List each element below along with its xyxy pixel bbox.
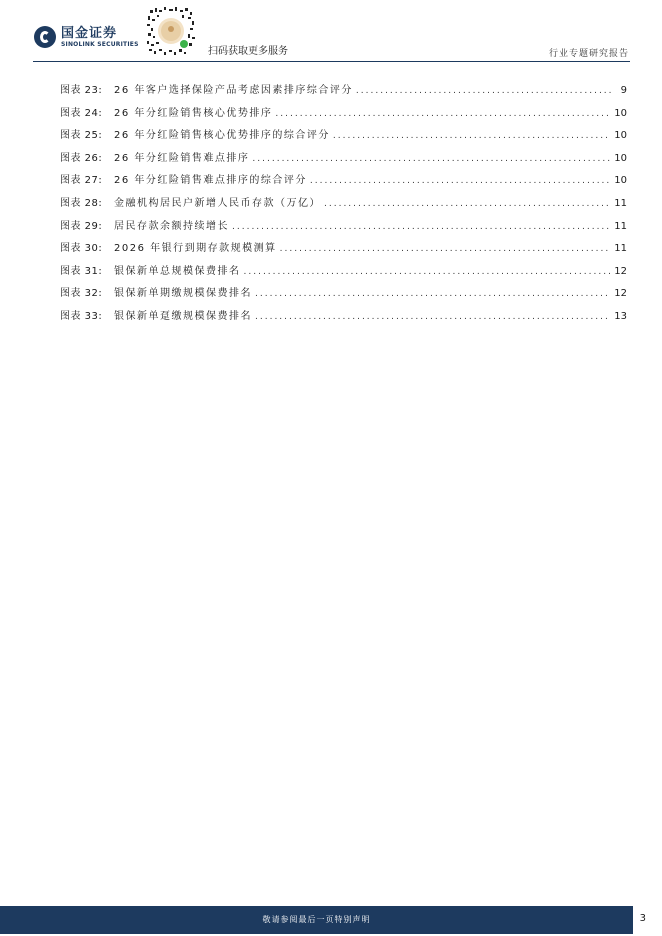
logo-chinese-name: 国金证券 — [61, 25, 118, 41]
toc-dot-leader — [324, 199, 610, 209]
toc-page-number: 10 — [614, 130, 627, 142]
company-logo — [34, 26, 139, 48]
toc-item[interactable] — [60, 171, 627, 194]
page-number: 3 — [639, 913, 646, 924]
toc-figure-title: 2026 年银行到期存款规模测算 — [114, 243, 277, 255]
qr-caption: 扫码获取更多服务 — [208, 46, 288, 57]
toc-item[interactable] — [60, 262, 627, 285]
toc-page-number: 12 — [614, 288, 627, 300]
toc-dot-leader — [255, 289, 610, 299]
toc-dot-leader — [275, 109, 610, 119]
toc-figure-label: 图表 30: — [60, 243, 103, 255]
header-divider — [33, 61, 630, 62]
toc-item[interactable] — [60, 104, 627, 127]
toc-item[interactable] — [60, 307, 627, 330]
report-type-label: 行业专题研究报告 — [548, 49, 629, 59]
toc-figure-label: 图表 31: — [60, 265, 103, 277]
toc-figure-title: 26 年分红险销售核心优势排序 — [114, 107, 273, 119]
toc-figure-title: 26 年分红险销售难点排序的综合评分 — [114, 175, 307, 187]
toc-figure-label: 图表 26: — [60, 152, 103, 164]
toc-dot-leader — [356, 86, 611, 96]
toc-dot-leader — [232, 222, 610, 232]
figure-table-of-contents — [60, 81, 627, 330]
toc-item[interactable] — [60, 149, 627, 172]
toc-page-number: 12 — [614, 265, 627, 277]
toc-item[interactable] — [60, 284, 627, 307]
toc-item[interactable] — [60, 126, 627, 149]
toc-item[interactable] — [60, 81, 627, 104]
toc-dot-leader — [252, 154, 610, 164]
toc-dot-leader — [244, 267, 611, 277]
toc-dot-leader — [255, 312, 610, 322]
toc-figure-title: 银保新单总规模保费排名 — [114, 265, 241, 277]
toc-page-number: 10 — [614, 107, 627, 119]
toc-figure-title: 26 年分红险销售核心优势排序的综合评分 — [114, 130, 330, 142]
toc-figure-title: 银保新单期缴规模保费排名 — [114, 288, 252, 300]
toc-dot-leader — [333, 131, 610, 141]
toc-figure-label: 图表 28: — [60, 197, 103, 209]
toc-figure-label: 图表 32: — [60, 288, 103, 300]
toc-figure-title: 银保新单趸缴规模保费排名 — [114, 310, 252, 322]
page-header — [0, 0, 662, 64]
toc-item[interactable] — [60, 239, 627, 262]
toc-item[interactable] — [60, 217, 627, 240]
toc-page-number: 11 — [614, 243, 627, 255]
toc-figure-label: 图表 25: — [60, 130, 103, 142]
toc-dot-leader — [310, 176, 610, 186]
toc-figure-title: 26 年客户选择保险产品考虑因素排序综合评分 — [114, 85, 353, 96]
toc-figure-label: 图表 23: — [60, 85, 103, 96]
logo-text — [61, 27, 139, 48]
sinolink-logo-icon — [34, 26, 56, 48]
toc-page-number: 10 — [614, 152, 627, 164]
toc-figure-label: 图表 27: — [60, 175, 103, 187]
toc-figure-title: 26 年分红险销售难点排序 — [114, 152, 250, 164]
toc-item[interactable] — [60, 194, 627, 217]
toc-page-number: 13 — [614, 310, 627, 322]
toc-page-number: 11 — [614, 220, 627, 232]
qr-code-icon — [144, 4, 198, 58]
toc-page-number: 11 — [614, 197, 627, 209]
toc-figure-label: 图表 29: — [60, 220, 103, 232]
logo-english-name: SINOLINK SECURITIES — [61, 40, 139, 48]
toc-figure-title: 居民存款余额持续增长 — [114, 220, 229, 232]
toc-dot-leader — [280, 244, 611, 254]
toc-figure-label: 图表 24: — [60, 107, 103, 119]
toc-page-number: 10 — [614, 175, 627, 187]
footer-disclaimer: 敬请参阅最后一页特别声明 — [262, 915, 371, 924]
toc-figure-label: 图表 33: — [60, 310, 103, 322]
toc-page-number: 9 — [620, 85, 627, 96]
toc-figure-title: 金融机构居民户新增人民币存款（万亿） — [114, 197, 321, 209]
